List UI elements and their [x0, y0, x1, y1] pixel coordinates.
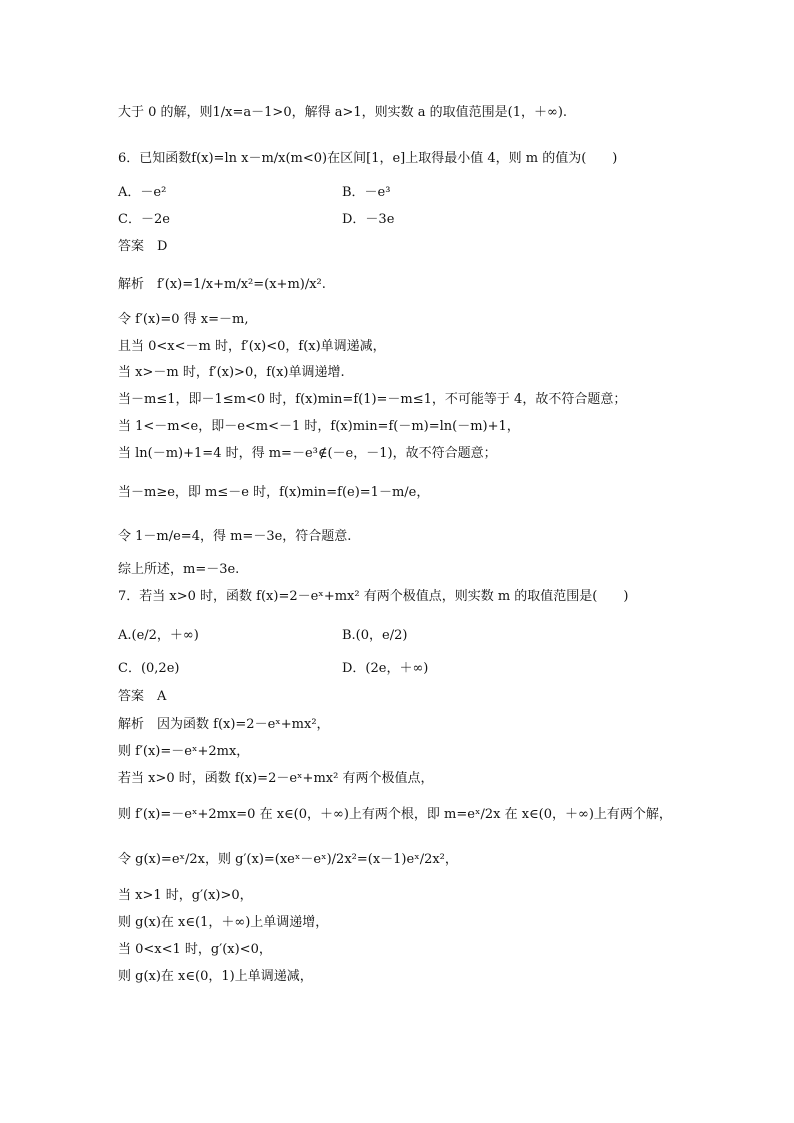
q7-option-d: D．(2e，＋∞) — [342, 661, 429, 676]
q6-option-c: C．－2e — [118, 212, 170, 227]
q7-option-b: B.(0，e/2) — [342, 628, 408, 643]
solution-7-line: 则 f′(x)=－eˣ+2mx=0 在 x∈(0，＋∞)上有两个根，即 m=eˣ/2x 在 x∈(0，＋∞)上有两个解， — [118, 807, 672, 822]
solution-6-line: 当－m≤1，即－1≤m<0 时，f(x)min=f(1)=－m≤1，不可能等于 4，故不符合题意； — [118, 392, 627, 407]
solution-7-line: 解析 因为函数 f(x)=2－eˣ+mx²， — [118, 717, 330, 732]
solution-6-line: 且当 0<x<－m 时，f′(x)<0，f(x)单调递减， — [118, 339, 386, 354]
solution-6-line: 当 x>－m 时，f′(x)>0，f(x)单调递增. — [118, 365, 345, 380]
answer-6: 答案 D — [118, 239, 168, 254]
solution-6-line: 令 f′(x)=0 得 x=－m, — [118, 312, 249, 327]
q6-option-a: A．－e² — [118, 185, 167, 200]
solution-7-line: 令 g(x)=eˣ/2x，则 g′(x)=(xeˣ－eˣ)/2x²=(x－1)eˣ/2x²， — [118, 852, 458, 867]
solution-6-line: 当 ln(－m)+1=4 时，得 m=－e³∉(－e，－1)，故不符合题意； — [118, 446, 497, 461]
solution-7-line: 则 g(x)在 x∈(1，＋∞)上单调递增， — [118, 915, 329, 930]
q7-option-c: C．(0,2e) — [118, 661, 180, 676]
solution-7-line: 当 x>1 时，g′(x)>0， — [118, 888, 253, 903]
solution-6-line: 令 1－m/e=4，得 m=－3e，符合题意. — [118, 529, 352, 544]
solution-6-line: 当 1<－m<e，即－e<m<－1 时，f(x)min=f(－m)=ln(－m)+1， — [118, 419, 520, 434]
question-7: 7．若当 x>0 时，函数 f(x)=2－eˣ+mx² 有两个极值点，则实数 m 的取值范围是( ) — [118, 589, 629, 604]
text-line: 大于 0 的解，则1/x=a－1>0，解得 a>1，则实数 a 的取值范围是(1，＋∞). — [118, 105, 568, 120]
solution-6-line: 解析 f′(x)=1/x+m/x²=(x+m)/x². — [118, 277, 326, 292]
solution-7-line: 则 f′(x)=－eˣ+2mx， — [118, 744, 250, 759]
q6-option-b: B．－e³ — [342, 185, 391, 200]
solution-6-line: 当－m≥e，即 m≤－e 时，f(x)min=f(e)=1－m/e， — [118, 485, 430, 500]
solution-7-line: 当 0<x<1 时，g′(x)<0， — [118, 942, 272, 957]
question-6: 6．已知函数f(x)=ln x－m/x(m<0)在区间[1，e]上取得最小值 4，则 m 的值为( ) — [118, 151, 618, 166]
answer-7: 答案 A — [118, 689, 167, 704]
solution-7-line: 若当 x>0 时，函数 f(x)=2－eˣ+mx² 有两个极值点， — [118, 771, 434, 786]
q6-option-d: D．－3e — [342, 212, 395, 227]
q7-option-a: A.(e/2，＋∞) — [118, 628, 199, 643]
solution-6-line: 综上所述，m=－3e. — [118, 562, 240, 577]
solution-7-line: 则 g(x)在 x∈(0，1)上单调递减， — [118, 969, 313, 984]
